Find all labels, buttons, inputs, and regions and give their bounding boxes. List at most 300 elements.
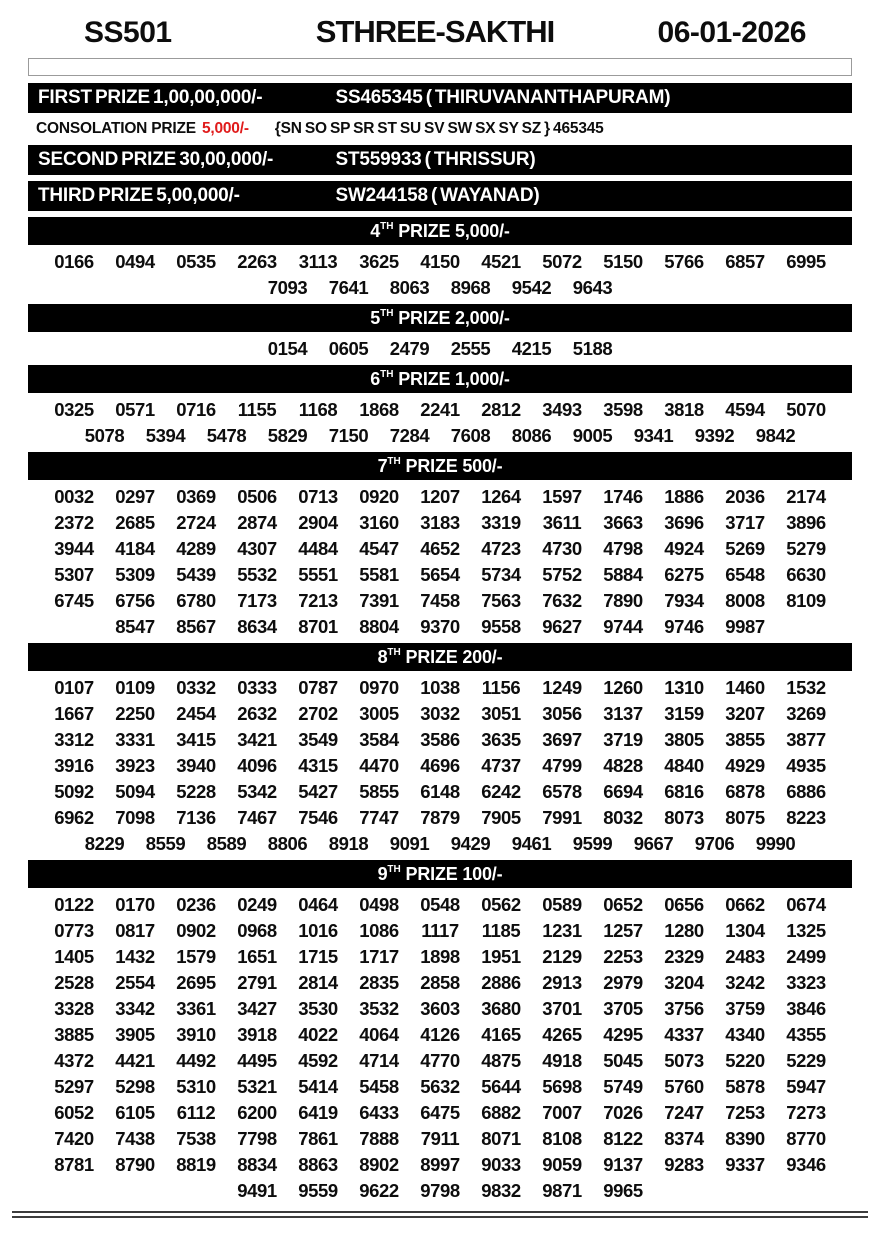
- prize-number: 4840: [664, 755, 704, 776]
- prize-number: 3312: [54, 729, 94, 750]
- prize-number: 8108: [542, 1128, 582, 1149]
- first-prize-amount: 1,00,00,000/-: [153, 87, 263, 108]
- prize-number: 3204: [664, 972, 704, 993]
- prize-number: 1264: [481, 486, 521, 507]
- prize-number: 0154: [267, 338, 308, 359]
- prize-number: 8997: [420, 1154, 460, 1175]
- prize-number: 3697: [542, 729, 582, 750]
- prize-number: 1715: [298, 946, 338, 967]
- prize-number: 8806: [267, 833, 308, 854]
- prize-numbers-9th: [0, 891, 880, 1207]
- prize-number: 7641: [328, 277, 369, 298]
- prize-number: 0662: [725, 894, 765, 915]
- prize-number: 9283: [664, 1154, 704, 1175]
- prize-number: 8781: [54, 1154, 94, 1175]
- prize-number: 9542: [511, 277, 552, 298]
- first-prize-label: [38, 87, 335, 109]
- prize-number: 3530: [298, 998, 338, 1019]
- prize-number: 3759: [725, 998, 765, 1019]
- number-row: [24, 831, 856, 857]
- prize-number: 1746: [603, 486, 643, 507]
- prize-number: 2886: [481, 972, 521, 993]
- prize-number: 6475: [420, 1102, 460, 1123]
- number-row: [24, 1022, 856, 1048]
- number-row: [24, 249, 856, 275]
- prize-number: 0166: [54, 251, 94, 272]
- consolation-row: [28, 119, 852, 139]
- prize-number: 8918: [328, 833, 369, 854]
- number-row: [24, 1152, 856, 1178]
- prize-number: 7093: [267, 277, 308, 298]
- prize-number: 5072: [542, 251, 582, 272]
- prize-number: 3756: [664, 998, 704, 1019]
- prize-number: 0652: [603, 894, 643, 915]
- prize-number: 8804: [359, 616, 399, 637]
- prize-number: 1868: [359, 399, 399, 420]
- prize-number: 2454: [176, 703, 216, 724]
- prize-number: 3160: [359, 512, 399, 533]
- prize-number: 2812: [481, 399, 521, 420]
- prize-number: 8390: [725, 1128, 765, 1149]
- prize-number: 1304: [725, 920, 765, 941]
- prize-number: 5188: [572, 338, 613, 359]
- prize-number: 8790: [115, 1154, 155, 1175]
- prize-number: 0773: [54, 920, 94, 941]
- prize-number: 3493: [542, 399, 582, 420]
- prize-number: 3885: [54, 1024, 94, 1045]
- prize-number: 5947: [786, 1076, 826, 1097]
- prize-number: 2685: [115, 512, 155, 533]
- prize-number: 3877: [786, 729, 826, 750]
- number-row: [24, 1100, 856, 1126]
- prize-number: 4315: [298, 755, 338, 776]
- prize-number: 7563: [481, 590, 521, 611]
- prize-number: 7861: [298, 1128, 338, 1149]
- prize-number: 3137: [603, 703, 643, 724]
- number-row: [24, 484, 856, 510]
- prize-number: 9559: [298, 1180, 338, 1201]
- prize-number: 0920: [359, 486, 399, 507]
- prize-number: 4150: [420, 251, 460, 272]
- prize-number: 2979: [603, 972, 643, 993]
- prize-number: 9059: [542, 1154, 582, 1175]
- second-prize-name: SECOND PRIZE: [38, 149, 177, 170]
- prize-number: 5439: [176, 564, 216, 585]
- prize-number: 2499: [786, 946, 826, 967]
- number-row: [24, 1126, 856, 1152]
- prize-number: 9392: [694, 425, 735, 446]
- prize-number: 1579: [176, 946, 216, 967]
- prize-number: 4184: [115, 538, 155, 559]
- prize-number: 9746: [664, 616, 704, 637]
- prize-number: 4064: [359, 1024, 399, 1045]
- prize-number: 7546: [298, 807, 338, 828]
- number-row: [24, 423, 856, 449]
- prize-number: 4935: [786, 755, 826, 776]
- prize-number: 1898: [420, 946, 460, 967]
- prize-number: 9842: [755, 425, 796, 446]
- prize-number: 7879: [420, 807, 460, 828]
- prize-number: 7905: [481, 807, 521, 828]
- prize-number: 3701: [542, 998, 582, 1019]
- prize-section-6th: [0, 365, 880, 452]
- prize-number: 2913: [542, 972, 582, 993]
- prize-number: 5414: [298, 1076, 338, 1097]
- prize-number: 6200: [237, 1102, 277, 1123]
- section-ordinal: 4: [370, 221, 381, 241]
- prize-number: 7458: [420, 590, 460, 611]
- prize-numbers-4th: [0, 248, 880, 304]
- prize-numbers-7th: [0, 483, 880, 643]
- prize-number: 0506: [237, 486, 277, 507]
- section-header-4th-prize: [28, 217, 852, 245]
- prize-number: 9987: [725, 616, 765, 637]
- prize-number: 2632: [237, 703, 277, 724]
- prize-number: 7273: [786, 1102, 826, 1123]
- number-row: [24, 675, 856, 701]
- third-prize-winner: SW244158 ( WAYANAD): [335, 185, 540, 206]
- prize-number: 7007: [542, 1102, 582, 1123]
- number-row: [24, 753, 856, 779]
- section-header-6th-prize: [28, 365, 852, 393]
- prize-number: 4165: [481, 1024, 521, 1045]
- prize-number: 6242: [481, 781, 521, 802]
- sheet-header: [0, 8, 880, 56]
- prize-number: 3805: [664, 729, 704, 750]
- prize-number: 5581: [359, 564, 399, 585]
- prize-number: 1249: [542, 677, 582, 698]
- empty-strip: [28, 58, 852, 76]
- prize-number: 2695: [176, 972, 216, 993]
- section-title-rest: PRIZE 1,000/-: [393, 369, 510, 389]
- prize-number: 1117: [421, 920, 459, 941]
- prize-number: 3421: [237, 729, 277, 750]
- prize-number: 0332: [176, 677, 216, 698]
- prize-number: 4096: [237, 755, 277, 776]
- section-title-rest: PRIZE 500/-: [400, 456, 503, 476]
- prize-number: 9005: [572, 425, 613, 446]
- prize-number: 1280: [664, 920, 704, 941]
- prize-number: 8902: [359, 1154, 399, 1175]
- third-prize-bar: [28, 181, 852, 211]
- prize-number: 7438: [115, 1128, 155, 1149]
- prize-number: 3818: [664, 399, 704, 420]
- prize-number: 6148: [420, 781, 460, 802]
- prize-number: 3717: [725, 512, 765, 533]
- prize-number: 3719: [603, 729, 643, 750]
- prize-number: 4592: [298, 1050, 338, 1071]
- prize-number: 8229: [84, 833, 125, 854]
- prize-number: 6105: [115, 1102, 155, 1123]
- prize-number: 8109: [786, 590, 826, 611]
- number-row: [24, 588, 856, 614]
- prize-number: 5070: [786, 399, 826, 420]
- prize-number: 5458: [359, 1076, 399, 1097]
- prize-number: 0716: [176, 399, 216, 420]
- prize-number: 6857: [725, 251, 765, 272]
- prize-number: 2479: [389, 338, 430, 359]
- prize-number: 1667: [54, 703, 94, 724]
- prize-number: 3056: [542, 703, 582, 724]
- prize-number: 0333: [237, 677, 277, 698]
- prize-number: 7173: [237, 590, 277, 611]
- prize-number: 3918: [237, 1024, 277, 1045]
- prize-number: 0713: [298, 486, 338, 507]
- first-prize-name: FIRST PRIZE: [38, 87, 150, 108]
- prize-number: 4875: [481, 1050, 521, 1071]
- prize-number: 0107: [54, 677, 94, 698]
- prize-number: 5092: [54, 781, 94, 802]
- section-title-rest: PRIZE 200/-: [400, 647, 503, 667]
- section-ordinal: 6: [370, 369, 381, 389]
- prize-number: 0494: [115, 251, 155, 272]
- third-prize-amount: 5,00,000/-: [156, 185, 240, 206]
- prize-number: 4652: [420, 538, 460, 559]
- prize-number: 4737: [481, 755, 521, 776]
- section-header-7th-prize: [28, 452, 852, 480]
- prize-number: 8770: [786, 1128, 826, 1149]
- prize-number: 6052: [54, 1102, 94, 1123]
- second-prize-winner: ST559933 ( THRISSUR): [335, 149, 536, 170]
- prize-number: 8589: [206, 833, 247, 854]
- prize-number: 3584: [359, 729, 399, 750]
- prize-number: 4126: [420, 1024, 460, 1045]
- prize-number: 5229: [786, 1050, 826, 1071]
- prize-section-9th: [0, 860, 880, 1207]
- prize-number: 6780: [176, 590, 216, 611]
- prize-number: 4295: [603, 1024, 643, 1045]
- prize-number: 8634: [237, 616, 277, 637]
- prize-number: 7888: [359, 1128, 399, 1149]
- prize-number: 0605: [328, 338, 369, 359]
- prize-number: 8968: [450, 277, 491, 298]
- prize-number: 9627: [542, 616, 582, 637]
- prize-number: 0589: [542, 894, 582, 915]
- number-row: [24, 1178, 856, 1204]
- prize-number: 4495: [237, 1050, 277, 1071]
- prize-number: 3896: [786, 512, 826, 533]
- prize-number: 6995: [786, 251, 826, 272]
- prize-section-7th: [0, 452, 880, 643]
- prize-number: 8819: [176, 1154, 216, 1175]
- prize-number: 3269: [786, 703, 826, 724]
- prize-number: 9622: [359, 1180, 399, 1201]
- prize-number: 5698: [542, 1076, 582, 1097]
- number-row: [24, 944, 856, 970]
- section-ordinal: 8: [377, 647, 388, 667]
- prize-number: 4714: [359, 1050, 399, 1071]
- prize-number: 7150: [328, 425, 369, 446]
- prize-number: 0122: [54, 894, 94, 915]
- prize-number: 7391: [359, 590, 399, 611]
- prize-number: 5307: [54, 564, 94, 585]
- prize-number: 5760: [664, 1076, 704, 1097]
- section-ordinal-suffix: TH: [380, 308, 394, 319]
- prize-number: 6694: [603, 781, 643, 802]
- prize-number: 2129: [542, 946, 582, 967]
- prize-number: 3319: [481, 512, 521, 533]
- number-row: [24, 510, 856, 536]
- prize-number: 1951: [481, 946, 521, 967]
- number-row: [24, 779, 856, 805]
- prize-number: 2253: [603, 946, 643, 967]
- prize-number: 1038: [420, 677, 460, 698]
- prize-number: 4918: [542, 1050, 582, 1071]
- prize-number: 3005: [359, 703, 399, 724]
- prize-number: 0817: [115, 920, 155, 941]
- prize-number: 7420: [54, 1128, 94, 1149]
- prize-number: 5045: [603, 1050, 643, 1071]
- prize-number: 1086: [359, 920, 399, 941]
- prize-number: 9033: [481, 1154, 521, 1175]
- prize-number: 9558: [481, 616, 521, 637]
- prize-number: 4547: [359, 538, 399, 559]
- section-ordinal: 5: [370, 308, 381, 328]
- prize-number: 8075: [725, 807, 765, 828]
- prize-number: 9429: [450, 833, 491, 854]
- second-prize-amount: 30,00,000/-: [179, 149, 274, 170]
- prize-number: 0656: [664, 894, 704, 915]
- prize-number: 5309: [115, 564, 155, 585]
- prize-number: 3625: [359, 251, 399, 272]
- prize-number: 3427: [237, 998, 277, 1019]
- prize-number: 2250: [115, 703, 155, 724]
- number-row: [24, 727, 856, 753]
- prize-number: 2174: [786, 486, 826, 507]
- prize-number: 0236: [176, 894, 216, 915]
- prize-number: 2241: [420, 399, 460, 420]
- section-ordinal: 7: [377, 456, 388, 476]
- prize-number: 7247: [664, 1102, 704, 1123]
- prize-number: 4307: [237, 538, 277, 559]
- prize-number: 7890: [603, 590, 643, 611]
- section-ordinal-suffix: TH: [387, 864, 401, 875]
- prize-number: 8374: [664, 1128, 704, 1149]
- prize-number: 0562: [481, 894, 521, 915]
- prize-number: 4022: [298, 1024, 338, 1045]
- prize-number: 8547: [115, 616, 155, 637]
- prize-number: 3611: [542, 512, 582, 533]
- prize-number: 9744: [603, 616, 643, 637]
- number-row: [24, 1074, 856, 1100]
- prize-number: 7747: [359, 807, 399, 828]
- prize-number: 3923: [115, 755, 155, 776]
- prize-number: 3705: [603, 998, 643, 1019]
- prize-number: 0369: [176, 486, 216, 507]
- number-row: [24, 614, 856, 640]
- prize-number: 1155: [237, 399, 277, 420]
- prize-number: 4492: [176, 1050, 216, 1071]
- second-prize-bar: [28, 145, 852, 175]
- section-title-rest: PRIZE 5,000/-: [393, 221, 510, 241]
- prize-number: 2528: [54, 972, 94, 993]
- prize-number: 0297: [115, 486, 155, 507]
- section-ordinal-suffix: TH: [387, 647, 401, 658]
- prize-number: 5878: [725, 1076, 765, 1097]
- prize-number: 8071: [481, 1128, 521, 1149]
- prize-number: 8063: [389, 277, 430, 298]
- prize-number: 9798: [420, 1180, 460, 1201]
- prize-number: 3207: [725, 703, 765, 724]
- prize-number: 0325: [54, 399, 94, 420]
- prize-number: 2874: [237, 512, 277, 533]
- prize-number: 5829: [267, 425, 308, 446]
- number-row: [24, 536, 856, 562]
- number-row: [24, 805, 856, 831]
- prize-number: 3603: [420, 998, 460, 1019]
- prize-number: 7991: [542, 807, 582, 828]
- prize-number: 0787: [298, 677, 338, 698]
- prize-number: 5427: [298, 781, 338, 802]
- first-prize-winner: SS465345 ( THIRUVANANTHAPURAM): [335, 87, 671, 108]
- prize-number: 4355: [786, 1024, 826, 1045]
- prize-number: 1231: [542, 920, 582, 941]
- section-ordinal: 9: [377, 864, 388, 884]
- prize-number: 6878: [725, 781, 765, 802]
- number-row: [24, 1048, 856, 1074]
- prize-number: 1651: [237, 946, 277, 967]
- prize-number: 2555: [450, 338, 491, 359]
- prize-number: 3586: [420, 729, 460, 750]
- prize-section-5th: [0, 304, 880, 365]
- prize-number: 3846: [786, 998, 826, 1019]
- prize-number: 4594: [725, 399, 765, 420]
- prize-number: 5478: [206, 425, 247, 446]
- prize-number: 4265: [542, 1024, 582, 1045]
- prize-number: 1168: [298, 399, 338, 420]
- prize-number: 3328: [54, 998, 94, 1019]
- prize-number: 3680: [481, 998, 521, 1019]
- prize-number: 9871: [542, 1180, 582, 1201]
- number-row: [24, 970, 856, 996]
- prize-number: 3323: [786, 972, 826, 993]
- prize-number: 2036: [725, 486, 765, 507]
- prize-number: 7911: [420, 1128, 460, 1149]
- number-row: [24, 918, 856, 944]
- section-header-9th-prize: [28, 860, 852, 888]
- prize-number: 1325: [786, 920, 826, 941]
- prize-number: 4215: [511, 338, 552, 359]
- number-row: [24, 701, 856, 727]
- prize-number: 3598: [603, 399, 643, 420]
- prize-number: 4337: [664, 1024, 704, 1045]
- section-header-8th-prize: [28, 643, 852, 671]
- section-ordinal-suffix: TH: [380, 369, 394, 380]
- draw-date: 06-01-2026: [657, 16, 806, 49]
- prize-number: 7098: [115, 807, 155, 828]
- prize-number: 3415: [176, 729, 216, 750]
- prize-number: 4924: [664, 538, 704, 559]
- prize-number: 2372: [54, 512, 94, 533]
- prize-number: 9832: [481, 1180, 521, 1201]
- prize-number: 5220: [725, 1050, 765, 1071]
- prize-number: 4798: [603, 538, 643, 559]
- section-ordinal-suffix: TH: [387, 456, 401, 467]
- prize-number: 0571: [115, 399, 155, 420]
- prize-sections: [0, 217, 880, 1207]
- prize-number: 4696: [420, 755, 460, 776]
- prize-number: 5279: [786, 538, 826, 559]
- prize-number: 3051: [481, 703, 521, 724]
- prize-number: 6419: [298, 1102, 338, 1123]
- prize-number: 7026: [603, 1102, 643, 1123]
- section-header-5th-prize: [28, 304, 852, 332]
- prize-number: 8701: [298, 616, 338, 637]
- prize-number: 1257: [603, 920, 643, 941]
- prize-number: 0249: [237, 894, 277, 915]
- prize-number: 5073: [664, 1050, 704, 1071]
- prize-number: 6112: [176, 1102, 216, 1123]
